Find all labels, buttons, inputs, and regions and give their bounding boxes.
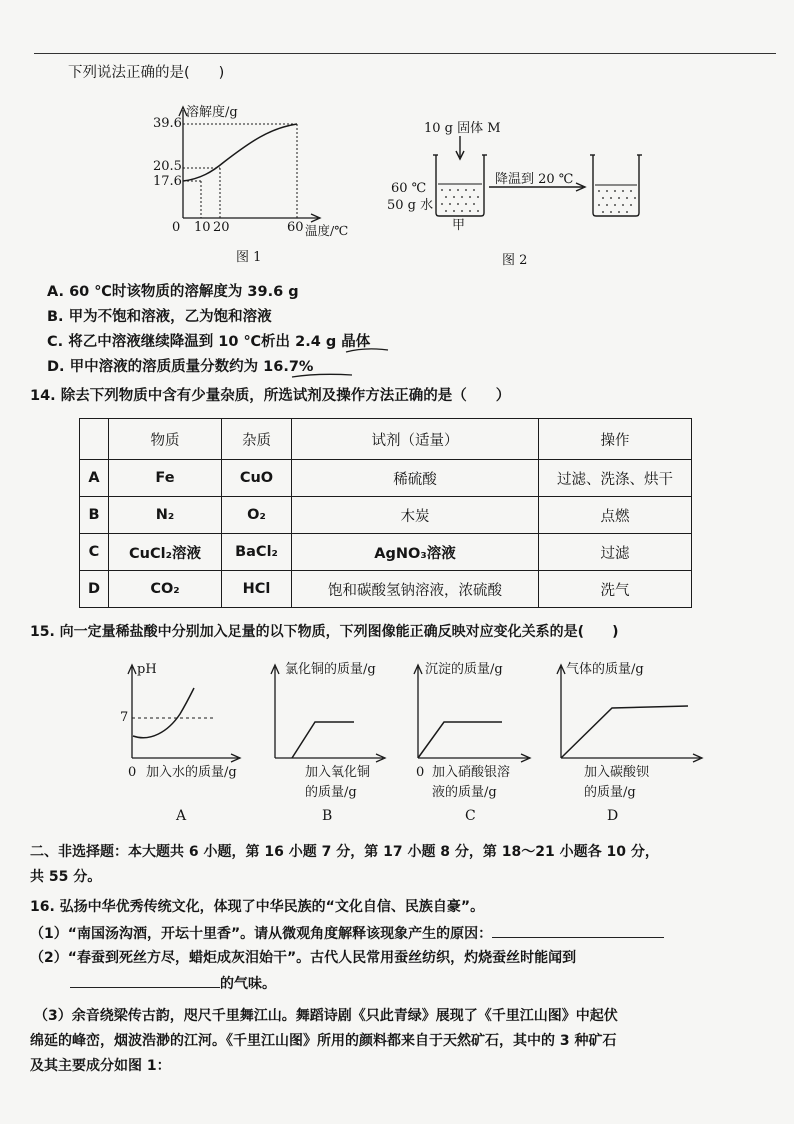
solid-arrow-head [456, 151, 464, 159]
beaker-jia [436, 155, 484, 216]
option-text: 将乙中溶液继续降温到 10 ℃析出 2.4 g 晶体 [68, 334, 371, 350]
q16-part3-line1: （3）余音绕梁传古韵，咫尺千里舞江山。舞蹈诗剧《只此青绿》展现了《千里江山图》中起伏 [34, 1008, 618, 1024]
top-rule [34, 53, 776, 54]
table-cell: A [80, 460, 109, 497]
q16-part2-tail: 的气味。 [220, 976, 276, 992]
graph-d-line [561, 706, 688, 758]
table-cell: 点燃 [539, 497, 692, 534]
table-cell: CO₂ [109, 571, 222, 608]
graph-b-letter: B [322, 808, 333, 824]
section2-heading-line1: 二、非选择题：本大题共 6 小题，第 16 小题 7 分，第 17 小题 8 分，第 18～21 小题各 10 分， [30, 844, 659, 860]
fig1-curve [183, 124, 297, 181]
fig1-ytick-17.6: 17.6 [153, 174, 182, 189]
q14-stem: 14. 除去下列物质中含有少量杂质，所选试剂及操作方法正确的是（ ） [30, 388, 511, 404]
graph-c-line [418, 722, 502, 758]
q16-part2-answer-blank[interactable] [70, 973, 220, 988]
q14-table [79, 418, 692, 608]
q16-part2: （2）“春蚕到死丝方尽，蜡炬成灰泪始干”。古代人民常用蚕丝纺织，灼烧蚕丝时能闻到 [30, 950, 577, 966]
graph-b-ylabel: 氯化铜的质量/g [285, 662, 376, 677]
graph-c-xlabel-2: 液的质量/g [432, 785, 497, 800]
fig1-xlabel: 温度/℃ [305, 223, 349, 238]
table-cell: BaCl₂ [222, 534, 292, 571]
fig2-temp-label: 60 ℃ [391, 181, 427, 196]
fig1-xtick-20: 20 [213, 220, 230, 235]
table-cell: 稀硫酸 [292, 460, 539, 497]
graph-b-xlabel-2: 的质量/g [305, 785, 357, 800]
table-row [80, 534, 692, 571]
fig1-ytick-39.6: 39.6 [153, 116, 182, 131]
option-letter: D. [47, 359, 65, 375]
q13-stem: 下列说法正确的是( ) [68, 65, 225, 81]
fig2-caption: 图 2 [502, 253, 528, 268]
table-header-cell: 物质 [109, 419, 222, 460]
table-cell: O₂ [222, 497, 292, 534]
table-cell: 木炭 [292, 497, 539, 534]
fig1-xtick-60: 60 [287, 220, 304, 235]
graph-a-letter: A [176, 808, 187, 824]
graph-a-line [133, 688, 194, 738]
option-text: 甲中溶液的溶质质量分数约为 16.7% [69, 359, 314, 375]
option-letter: B. [47, 309, 64, 325]
fig2-solid-label: 10 g 固体 M [424, 121, 501, 136]
graph-d-xlabel-2: 的质量/g [584, 785, 636, 800]
graph-a-origin: 0 [128, 765, 137, 780]
beaker-jia-liquid-dots [441, 189, 479, 212]
q16-part1-answer-blank[interactable] [492, 923, 664, 938]
option-letter: C. [47, 334, 64, 350]
cooling-arrow-head [576, 183, 585, 191]
table-header-row [80, 419, 692, 460]
graph-c-letter: C [465, 808, 476, 824]
table-header-cell [80, 419, 109, 460]
q13-option-b[interactable] [47, 307, 272, 327]
q16-part1 [30, 923, 664, 944]
table-cell: CuCl₂溶液 [109, 534, 222, 571]
table-cell: C [80, 534, 109, 571]
table-cell: B [80, 497, 109, 534]
beaker-yi-liquid-dots [598, 190, 636, 213]
q16-part1-text: （1）“南国汤沟酒，开坛十里香”。请从微观角度解释该现象产生的原因： [30, 926, 493, 942]
option-text: 甲为不饱和溶液，乙为饱和溶液 [68, 309, 272, 325]
table-header-cell: 试剂（适量） [292, 419, 539, 460]
table-cell: Fe [109, 460, 222, 497]
table-header-cell: 操作 [539, 419, 692, 460]
table-row [80, 460, 692, 497]
q16-stem: 16. 弘扬中华优秀传统文化，体现了中华民族的“文化自信、民族自豪”。 [30, 899, 485, 915]
table-header-cell: 杂质 [222, 419, 292, 460]
section2-heading-line2: 共 55 分。 [30, 869, 102, 885]
graph-d-letter: D [607, 808, 619, 824]
fig1-ytick-20.5: 20.5 [153, 159, 182, 174]
table-cell: 过滤 [539, 534, 692, 571]
q15-stem: 15. 向一定量稀盐酸中分别加入足量的以下物质，下列图像能正确反映对应变化关系的是( ) [30, 624, 619, 640]
table-cell: N₂ [109, 497, 222, 534]
graph-d-ylabel: 气体的质量/g [566, 662, 644, 677]
fig2-water-label: 50 g 水 [387, 198, 434, 213]
option-text: 60 ℃时该物质的溶解度为 39.6 g [69, 284, 299, 300]
q16-part3-line3: 及其主要成分如图 1： [30, 1058, 171, 1074]
fig1-xtick-10: 10 [194, 220, 211, 235]
fig1-ylabel: 溶解度/g [186, 105, 238, 120]
beaker-yi [593, 155, 639, 216]
graph-b-xlabel-1: 加入氧化铜 [305, 765, 371, 780]
fig1-caption: 图 1 [236, 250, 262, 265]
table-row [80, 571, 692, 608]
fig1-xtick-0: 0 [172, 220, 181, 235]
table-row [80, 497, 692, 534]
table-cell: 饱和碳酸氢钠溶液，浓硫酸 [292, 571, 539, 608]
graph-a-xlabel: 加入水的质量/g [146, 765, 237, 780]
fig2-beaker-label: 甲 [452, 218, 466, 233]
q16-part2-cont [70, 973, 276, 994]
table-cell: D [80, 571, 109, 608]
q13-option-c[interactable] [47, 332, 370, 352]
table-cell: HCl [222, 571, 292, 608]
table-cell: CuO [222, 460, 292, 497]
table-cell: 洗气 [539, 571, 692, 608]
graph-c-origin: 0 [416, 765, 425, 780]
q13-option-d[interactable] [47, 357, 313, 377]
graph-a-ph7-label: 7 [120, 710, 129, 725]
graph-b-line [292, 722, 354, 758]
fig2-arrow-label: 降温到 20 ℃ [495, 172, 574, 187]
option-letter: A. [47, 284, 64, 300]
table-cell: AgNO₃溶液 [292, 534, 539, 571]
table-cell: 过滤、洗涤、烘干 [539, 460, 692, 497]
q16-part3-line2: 绵延的峰峦，烟波浩渺的江河。《千里江山图》所用的颜料都来自于天然矿石，其中的 3 种矿石 [30, 1033, 617, 1049]
graph-c-xlabel-1: 加入硝酸银溶 [432, 765, 511, 780]
q13-option-a[interactable] [47, 282, 299, 302]
graph-d-xlabel-1: 加入碳酸钡 [584, 765, 650, 780]
graph-c-ylabel: 沉淀的质量/g [425, 662, 503, 677]
graph-a-ylabel: pH [137, 662, 157, 677]
